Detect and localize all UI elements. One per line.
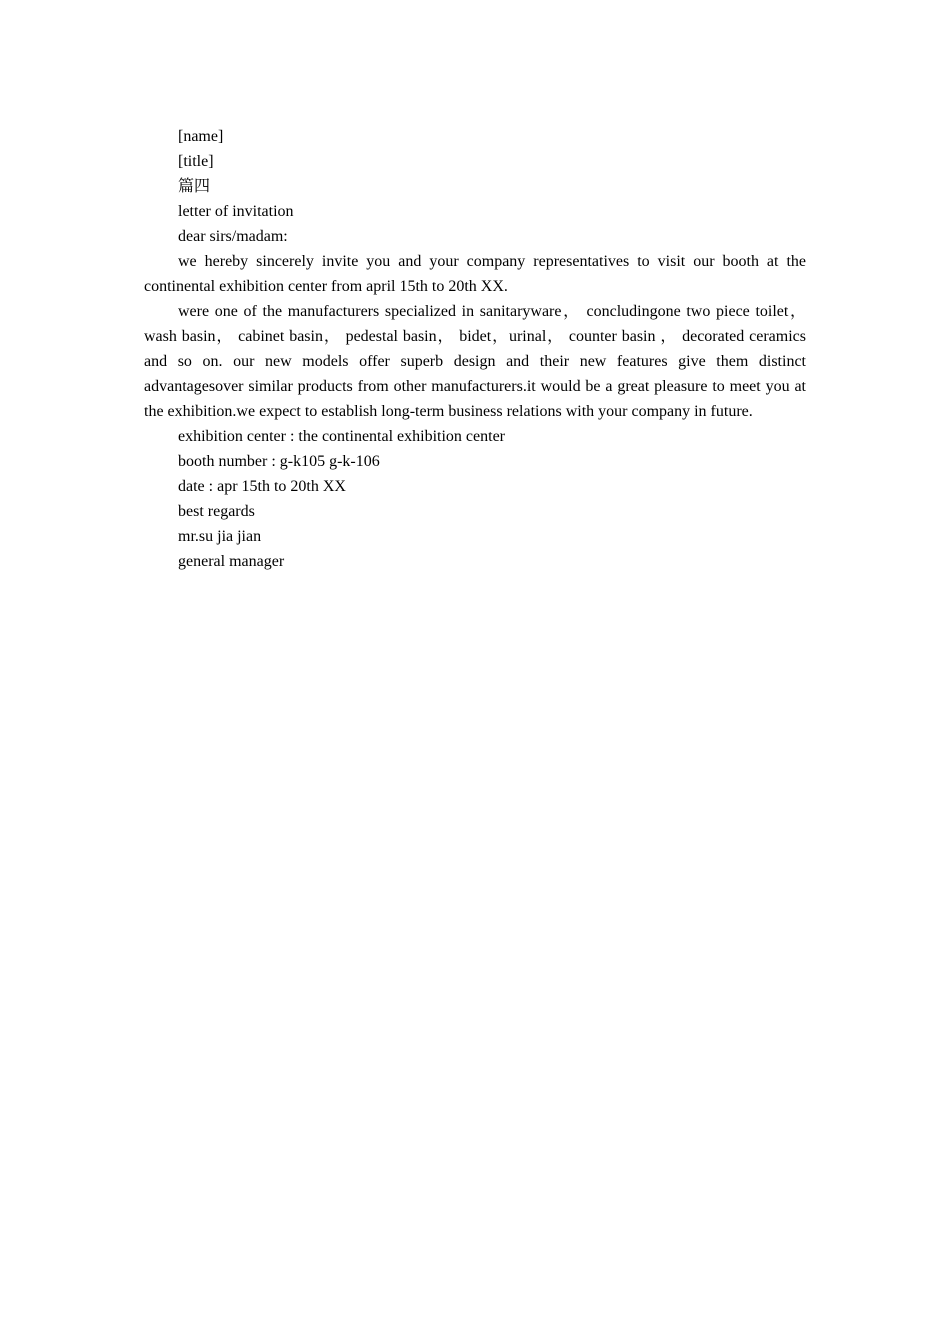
- booth-number-line: booth number : g-k105 g-k-106: [178, 453, 380, 470]
- signer-name: mr.su jia jian: [178, 528, 262, 545]
- salutation: dear sirs/madam:: [178, 228, 288, 245]
- section-label: 篇四: [178, 178, 211, 195]
- company-description-paragraph: were one of the manufacturers specialized in sanitaryware， concludingone two piece toilet， wash basin， cabinet basin， pedestal basin， bidet，urinal， counter basin ， decorated ceramics and so on. our new models offer superb design and their new features give them distinct advantagesover similar products from other manufacturers.it would be a great pleasure to meet you at the exhibition.we expect to establish long-term business relations with your company in future.: [144, 303, 806, 420]
- closing-line: best regards: [178, 503, 255, 520]
- title-placeholder: [title]: [178, 153, 214, 170]
- invitation-paragraph: we hereby sincerely invite you and your company representatives to visit our booth at the continental exhibition center from april 15th to 20th XX.: [144, 253, 806, 295]
- date-line: date : apr 15th to 20th XX: [178, 478, 346, 495]
- letter-heading: letter of invitation: [178, 203, 294, 220]
- exhibition-center-line: exhibition center : the continental exhibition center: [178, 428, 505, 445]
- letter-body: [144, 124, 806, 574]
- signer-title: general manager: [178, 553, 285, 570]
- name-placeholder: [name]: [178, 128, 224, 145]
